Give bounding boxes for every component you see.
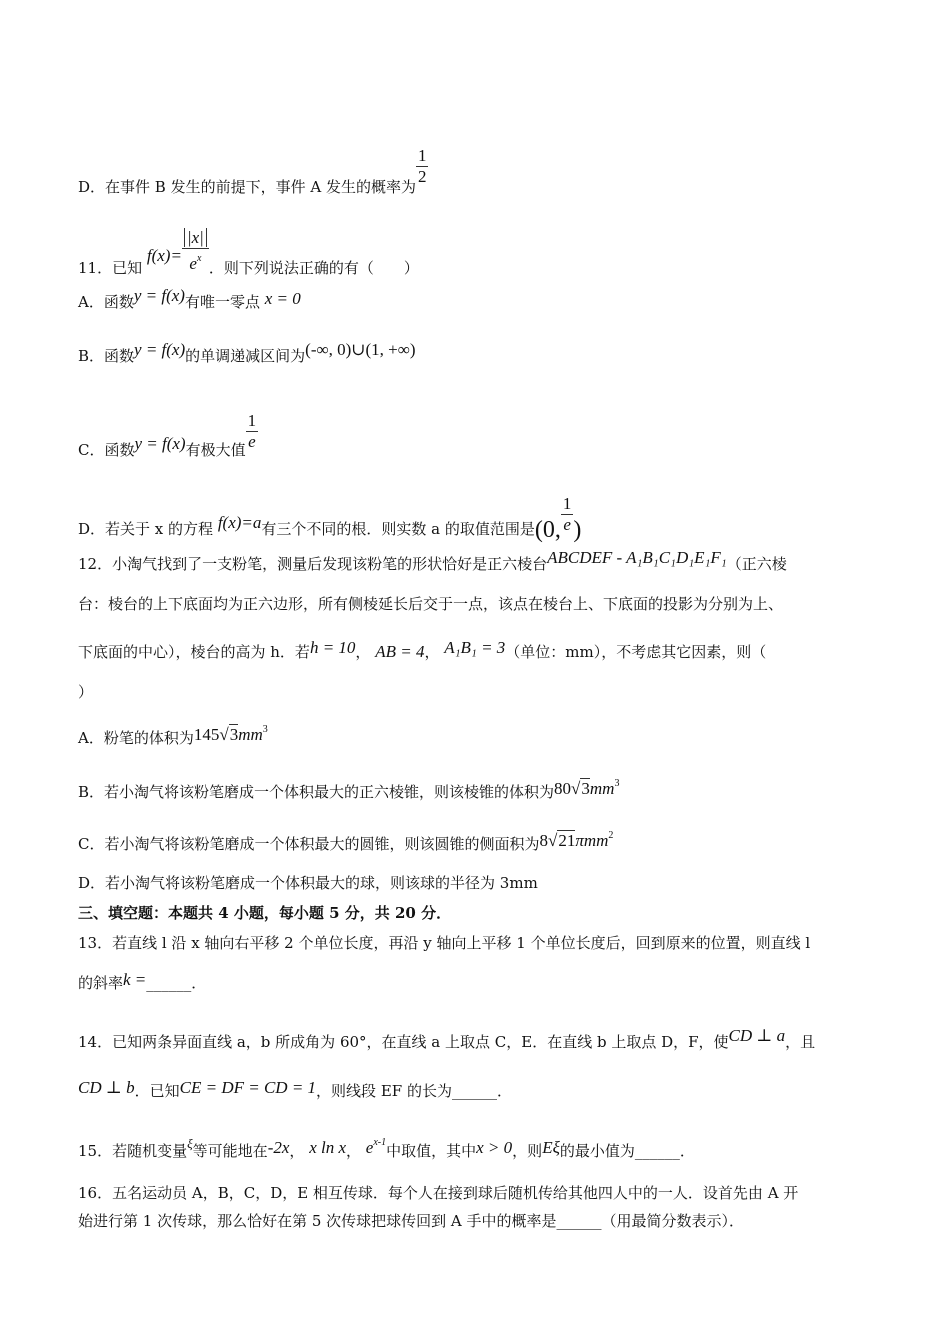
- q11-option-a-math2: x = 0: [264, 289, 301, 308]
- q12-height: h = 10: [309, 638, 356, 657]
- q14-perp-a: CD ⊥ a: [728, 1026, 786, 1045]
- q12-line3-text: 下底面的中心），棱台的高为 h．若: [78, 643, 310, 661]
- q12-line4: ）: [78, 683, 94, 701]
- q12-option-d: D．若小淘气将该粉笔磨成一个体积最大的球，则该球的半径为 3mm: [78, 874, 538, 892]
- q11-option-c-text: C．函数: [78, 441, 135, 459]
- q12-a1b1: A₁B₁ = 3: [444, 638, 506, 657]
- q15-value3: $e^{x-1}$: [365, 1137, 387, 1157]
- q14-perp-b: CD ⊥ b: [78, 1078, 135, 1097]
- q12-line1: [78, 548, 787, 574]
- q14-line1: [78, 1026, 815, 1052]
- q11-suffix: ．则下列说法正确的有（ ）: [208, 259, 419, 277]
- q15-text5: 的最小值为______．: [559, 1142, 695, 1160]
- q12-option-c-text: C．若小淘气将该粉笔磨成一个体积最大的圆锥，则该圆锥的侧面积为: [78, 835, 540, 853]
- q12-line3: 下底面的中心），棱台的高为 h．若h = 10， AB = 4， A₁B₁ = 3（单位：mm），不考虑其它因素，则（: [78, 638, 767, 661]
- q12-option-b: [78, 774, 619, 802]
- q11-stem: [78, 228, 419, 278]
- q14-line1-tail: ，且: [785, 1033, 816, 1051]
- q11-option-a-text2: 有唯一零点: [184, 293, 260, 311]
- q12-ab: AB = 4: [375, 642, 425, 661]
- q11-option-a-math1: y = f(x): [133, 286, 185, 305]
- q11-option-d: [78, 494, 582, 543]
- q11-option-c-fraction: $\frac{1}{e}$: [247, 411, 257, 451]
- q11-option-c: [78, 411, 258, 460]
- q12-line1-text: 12．小淘气找到了一支粉笔，测量后发现该粉笔的形状恰好是正六棱台: [78, 555, 548, 573]
- section-3-heading: 三、填空题：本题共 4 小题，每小题 5 分，共 20 分．: [78, 904, 452, 922]
- q15-text1: 15．若随机变量: [78, 1142, 188, 1160]
- q12-option-a-text: A．粉笔的体积为: [78, 729, 194, 747]
- q11-option-d-text2: 有三个不同的根．则实数 a 的取值范围是: [261, 520, 535, 538]
- q16-line2: 始进行第 1 次传球，那么恰好在第 5 次传球把球传回到 A 手中的概率是______（用最简分数表示）．: [78, 1212, 745, 1230]
- q11-option-d-text: D．若关于 x 的方程: [78, 520, 214, 538]
- q14-line2: [78, 1078, 512, 1101]
- q14-line2-tail: ，则线段 EF 的长为______．: [316, 1082, 512, 1100]
- q12-option-b-value: $80√3mm^3$: [554, 778, 620, 798]
- q13-line2: [78, 970, 206, 993]
- q13-line2-text: 的斜率: [78, 974, 124, 992]
- q12-option-a: [78, 720, 268, 748]
- q11-function-fraction: $\frac{|x|}{e^x}$: [182, 228, 209, 274]
- q11-option-a: [78, 286, 301, 312]
- q12-option-b-text: B．若小淘气将该粉笔磨成一个体积最大的正六棱锥，则该棱锥的体积为: [78, 783, 555, 801]
- q12-option-c-value: 8√21πmm$^2$: [539, 830, 614, 850]
- q11-function-lhs: f(x)=: [146, 246, 182, 265]
- q15-xi: ξ: [187, 1136, 193, 1151]
- q11-option-c-math1: y = f(x): [134, 434, 186, 453]
- q11-option-b-text: B．函数: [78, 347, 135, 365]
- q12-option-a-value: $145√3mm^3$: [193, 724, 268, 744]
- q14-line1-text: 14．已知两条异面直线 a，b 所成角为 60°，在直线 a 上取点 C，E．在直线 b 上取点 D，F，使: [78, 1033, 729, 1051]
- q11-option-b-math2: (-∞, 0)∪(1, +∞): [305, 340, 416, 359]
- q11-option-d-math1: f(x)=a: [217, 513, 262, 532]
- q15-text2: 等可能地在: [192, 1142, 268, 1160]
- q10-option-d: [78, 146, 428, 197]
- q11-option-d-interval: (0, $\frac{1}{e}$ ): [534, 494, 582, 543]
- q15-text3: 中取值，其中: [386, 1142, 477, 1160]
- q16-line1: 16．五名运动员 A，B，C，D，E 相互传球．每个人在接到球后随机传给其他四人中的一人．设首先由 A 开: [78, 1184, 799, 1202]
- q12-prism-name: ABCDEF - A₁B₁C₁D₁E₁F₁: [547, 548, 727, 567]
- q14-line2-text: ．已知: [134, 1082, 180, 1100]
- q10-option-d-text: D．在事件 B 发生的前提下，事件 A 发生的概率为: [78, 178, 416, 196]
- q15-value2: x ln x: [309, 1138, 347, 1157]
- q11-option-b: [78, 340, 416, 366]
- q11-option-b-math1: y = f(x): [134, 340, 186, 359]
- q11-option-b-text2: 的单调递减区间为: [185, 347, 306, 365]
- q12-line1-tail: （正六棱: [726, 555, 787, 573]
- q12-option-c: [78, 826, 613, 854]
- q15-line: 15．若随机变量ξ等可能地在-2x， x ln x， $e^{x-1}$中取值，其中x > 0，则Eξ的最小值为______．: [78, 1136, 695, 1160]
- q15-condition: x > 0: [476, 1138, 513, 1157]
- q11-option-c-text2: 有极大值: [185, 441, 246, 459]
- q15-text4: ，则: [512, 1142, 543, 1160]
- q12-line2: 台：棱台的上下底面均为正六边形，所有侧棱延长后交于一点，该点在棱台上、下底面的投影为分别为上、: [78, 595, 784, 613]
- q15-expectation: Eξ: [542, 1138, 560, 1157]
- q11-option-a-text: A．函数: [78, 293, 134, 311]
- q11-prefix: 11．已知: [78, 259, 143, 277]
- q15-value1: -2x: [267, 1138, 290, 1157]
- q13-slope: k =: [123, 970, 147, 989]
- q12-line3-tail: （单位：mm），不考虑其它因素，则（: [505, 643, 767, 661]
- q10-option-d-fraction: $\frac{1}{2}$: [417, 146, 427, 186]
- q13-line1: 13．若直线 l 沿 x 轴向右平移 2 个单位长度，再沿 y 轴向上平移 1 个单位长度后，回到原来的位置，则直线 l: [78, 934, 811, 952]
- q13-answer-blank: ______．: [146, 974, 207, 992]
- q14-lengths: CE = DF = CD = 1: [179, 1078, 317, 1097]
